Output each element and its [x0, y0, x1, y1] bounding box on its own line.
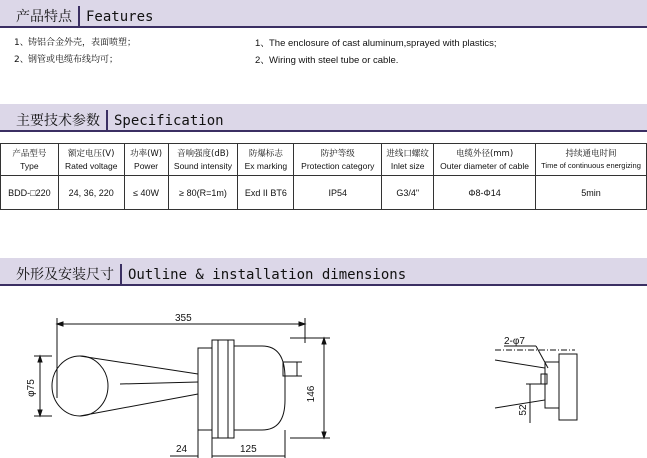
table-header: 持续通电时间 Time of continuous energizing	[536, 144, 647, 176]
table-header: 电缆外径(mm) Outer diameter of cable	[434, 144, 536, 176]
table-row	[1, 176, 647, 210]
table-cell: ≥ 80(R=1m)	[168, 176, 238, 210]
dim-length-label: 355	[175, 313, 192, 324]
feature-item: 2、Wiring with steel tube or cable.	[255, 55, 399, 66]
features-list-cn	[14, 35, 136, 69]
feature-item: 1、铸铝合金外壳，表面喷塑；	[14, 38, 137, 48]
dim-diameter-label: φ75	[26, 379, 37, 397]
feature-item: 2、钢管或电缆布线均可；	[14, 55, 119, 65]
table-header: 额定电压(V) Rated voltage	[58, 144, 124, 176]
horn-bell	[52, 356, 108, 416]
mounting-hole	[541, 374, 547, 384]
table-cell: BDD-□220	[1, 176, 59, 210]
dim-offset-label: 24	[176, 444, 188, 455]
table-cell: 24, 36, 220	[58, 176, 124, 210]
table-header: 进线口螺纹 Inlet size	[382, 144, 434, 176]
outline-heading-en: Outline & installation dimensions	[122, 266, 412, 286]
table-header-row	[1, 144, 647, 176]
mounting-bracket	[559, 354, 577, 420]
dim-holes-label: 2-φ7	[504, 336, 525, 347]
specification-heading-en: Specification	[108, 112, 230, 132]
body-front	[212, 340, 234, 438]
dim-spacing-label: 52	[518, 404, 529, 416]
table-cell: 5min	[536, 176, 647, 210]
table-cell: IP54	[294, 176, 382, 210]
table-cell: Φ8-Φ14	[434, 176, 536, 210]
dim-height-label: 146	[306, 385, 317, 403]
horn-outline	[80, 394, 198, 416]
horn-axis	[120, 382, 198, 384]
specification-heading	[0, 110, 230, 130]
mounting-plate	[545, 362, 559, 408]
outline-heading	[0, 264, 412, 284]
features-heading-cn: 产品特点	[16, 9, 72, 25]
outline-drawing	[0, 288, 647, 458]
table-header: 音响强度(dB) Sound intensity	[168, 144, 238, 176]
table-cell: G3/4"	[382, 176, 434, 210]
features-list-en	[255, 35, 497, 69]
horn-outline	[80, 356, 198, 374]
flange	[198, 348, 212, 430]
specification-table	[0, 143, 647, 210]
feature-item: 1、The enclosure of cast aluminum,sprayed with plastics;	[255, 38, 497, 49]
table-cell: Exd II BT6	[238, 176, 294, 210]
features-heading-en: Features	[80, 8, 159, 28]
table-header: 功率(W) Power	[124, 144, 168, 176]
outline-heading-cn: 外形及安装尺寸	[16, 267, 114, 283]
table-header: 产品型号 Type	[1, 144, 59, 176]
specification-heading-cn: 主要技术参数	[16, 113, 100, 129]
table-cell: ≤ 40W	[124, 176, 168, 210]
body-housing	[234, 346, 285, 430]
dim-base-label: 125	[240, 444, 257, 455]
features-heading	[0, 6, 159, 26]
table-header: 防护等级 Protection category	[294, 144, 382, 176]
table-header: 防爆标志 Ex marking	[238, 144, 294, 176]
leader-line	[536, 346, 548, 368]
